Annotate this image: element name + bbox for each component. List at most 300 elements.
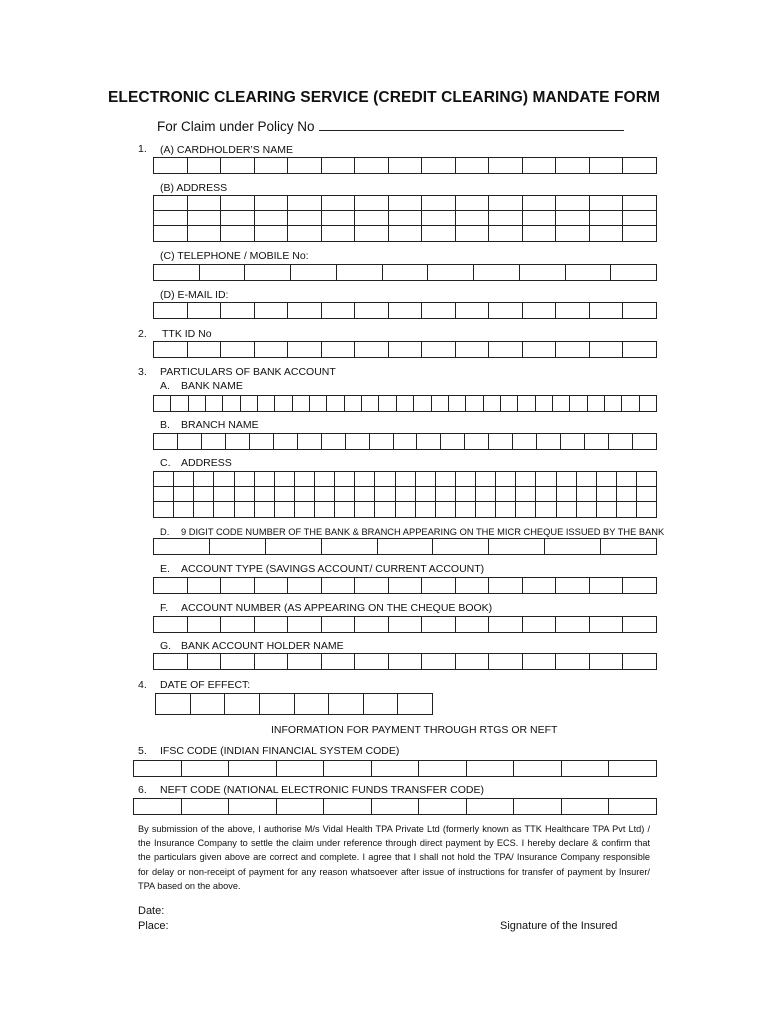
character-box[interactable]: [556, 578, 590, 593]
character-box[interactable]: [188, 158, 222, 173]
character-box[interactable]: [322, 226, 356, 241]
character-box[interactable]: [355, 487, 375, 501]
character-box[interactable]: [456, 578, 490, 593]
character-box[interactable]: [372, 799, 420, 814]
character-box[interactable]: [556, 342, 590, 357]
character-box[interactable]: [633, 434, 656, 449]
character-box[interactable]: [188, 342, 222, 357]
character-box[interactable]: [389, 578, 423, 593]
character-box[interactable]: [456, 487, 476, 501]
character-box[interactable]: [355, 472, 375, 486]
address-boxes-row-1[interactable]: [153, 195, 657, 211]
character-box[interactable]: [417, 434, 441, 449]
character-box[interactable]: [322, 578, 356, 593]
character-box[interactable]: [553, 396, 570, 411]
character-box[interactable]: [489, 196, 523, 210]
character-box[interactable]: [422, 342, 456, 357]
ttk-id-boxes[interactable]: [153, 341, 657, 358]
character-box[interactable]: [523, 196, 557, 210]
character-box[interactable]: [194, 487, 214, 501]
character-box[interactable]: [436, 487, 456, 501]
character-box[interactable]: [235, 472, 255, 486]
character-box[interactable]: [518, 396, 535, 411]
character-box[interactable]: [623, 654, 656, 669]
character-box[interactable]: [637, 487, 656, 501]
character-box[interactable]: [345, 396, 362, 411]
character-box[interactable]: [536, 487, 556, 501]
character-box[interactable]: [322, 617, 356, 632]
character-box[interactable]: [609, 434, 633, 449]
character-box[interactable]: [288, 211, 322, 225]
account-type-boxes[interactable]: [153, 577, 657, 594]
character-box[interactable]: [456, 158, 490, 173]
character-box[interactable]: [214, 472, 234, 486]
character-box[interactable]: [516, 487, 536, 501]
character-box[interactable]: [422, 158, 456, 173]
character-box[interactable]: [389, 617, 423, 632]
character-box[interactable]: [536, 472, 556, 486]
character-box[interactable]: [188, 617, 222, 632]
character-box[interactable]: [324, 799, 372, 814]
character-box[interactable]: [182, 799, 230, 814]
character-box[interactable]: [337, 265, 383, 280]
character-box[interactable]: [214, 502, 234, 517]
character-box[interactable]: [275, 502, 295, 517]
character-box[interactable]: [489, 226, 523, 241]
character-box[interactable]: [245, 265, 291, 280]
character-box[interactable]: [275, 396, 292, 411]
character-box[interactable]: [489, 578, 523, 593]
character-box[interactable]: [484, 396, 501, 411]
character-box[interactable]: [335, 472, 355, 486]
character-box[interactable]: [623, 342, 656, 357]
character-box[interactable]: [396, 472, 416, 486]
email-boxes[interactable]: [153, 302, 657, 319]
character-box[interactable]: [556, 303, 590, 318]
character-box[interactable]: [221, 654, 255, 669]
character-box[interactable]: [188, 211, 222, 225]
character-box[interactable]: [389, 158, 423, 173]
character-box[interactable]: [397, 396, 414, 411]
character-box[interactable]: [355, 196, 389, 210]
character-box[interactable]: [288, 617, 322, 632]
character-box[interactable]: [389, 196, 423, 210]
character-box[interactable]: [516, 502, 536, 517]
character-box[interactable]: [476, 502, 496, 517]
character-box[interactable]: [523, 226, 557, 241]
character-box[interactable]: [154, 342, 188, 357]
character-box[interactable]: [154, 211, 188, 225]
character-box[interactable]: [322, 539, 378, 554]
character-box[interactable]: [255, 211, 289, 225]
character-box[interactable]: [474, 265, 520, 280]
character-box[interactable]: [605, 396, 622, 411]
character-box[interactable]: [456, 502, 476, 517]
character-box[interactable]: [370, 434, 394, 449]
character-box[interactable]: [255, 654, 289, 669]
character-box[interactable]: [355, 502, 375, 517]
character-box[interactable]: [456, 617, 490, 632]
character-box[interactable]: [590, 211, 624, 225]
character-box[interactable]: [154, 303, 188, 318]
character-box[interactable]: [609, 761, 656, 776]
character-box[interactable]: [436, 472, 456, 486]
character-box[interactable]: [562, 799, 610, 814]
character-box[interactable]: [322, 158, 356, 173]
character-box[interactable]: [154, 487, 174, 501]
character-box[interactable]: [329, 694, 364, 714]
character-box[interactable]: [255, 196, 289, 210]
character-box[interactable]: [288, 158, 322, 173]
character-box[interactable]: [355, 617, 389, 632]
character-box[interactable]: [355, 578, 389, 593]
character-box[interactable]: [449, 396, 466, 411]
character-box[interactable]: [260, 694, 295, 714]
character-box[interactable]: [640, 396, 656, 411]
character-box[interactable]: [225, 694, 260, 714]
account-number-boxes[interactable]: [153, 616, 657, 633]
character-box[interactable]: [255, 617, 289, 632]
character-box[interactable]: [288, 303, 322, 318]
character-box[interactable]: [441, 434, 465, 449]
character-box[interactable]: [523, 211, 557, 225]
character-box[interactable]: [221, 342, 255, 357]
character-box[interactable]: [389, 654, 423, 669]
character-box[interactable]: [514, 799, 562, 814]
character-box[interactable]: [433, 539, 489, 554]
address-boxes-row-2[interactable]: [153, 210, 657, 226]
character-box[interactable]: [476, 487, 496, 501]
character-box[interactable]: [422, 211, 456, 225]
character-box[interactable]: [379, 396, 396, 411]
character-box[interactable]: [355, 342, 389, 357]
character-box[interactable]: [556, 226, 590, 241]
character-box[interactable]: [566, 265, 612, 280]
character-box[interactable]: [315, 487, 335, 501]
character-box[interactable]: [557, 487, 577, 501]
character-box[interactable]: [389, 303, 423, 318]
character-box[interactable]: [617, 487, 637, 501]
character-box[interactable]: [623, 196, 656, 210]
character-box[interactable]: [295, 487, 315, 501]
character-box[interactable]: [456, 211, 490, 225]
character-box[interactable]: [623, 158, 656, 173]
character-box[interactable]: [188, 578, 222, 593]
character-box[interactable]: [154, 434, 178, 449]
character-box[interactable]: [288, 578, 322, 593]
character-box[interactable]: [364, 694, 399, 714]
character-box[interactable]: [611, 265, 656, 280]
character-box[interactable]: [378, 539, 434, 554]
account-holder-boxes[interactable]: [153, 653, 657, 670]
character-box[interactable]: [293, 396, 310, 411]
character-box[interactable]: [226, 434, 250, 449]
character-box[interactable]: [322, 211, 356, 225]
character-box[interactable]: [194, 472, 214, 486]
character-box[interactable]: [335, 502, 355, 517]
character-box[interactable]: [174, 487, 194, 501]
character-box[interactable]: [241, 396, 258, 411]
telephone-boxes[interactable]: [153, 264, 657, 281]
character-box[interactable]: [396, 502, 416, 517]
character-box[interactable]: [154, 265, 200, 280]
character-box[interactable]: [221, 578, 255, 593]
character-box[interactable]: [182, 761, 230, 776]
character-box[interactable]: [416, 502, 436, 517]
character-box[interactable]: [315, 472, 335, 486]
character-box[interactable]: [513, 434, 537, 449]
character-box[interactable]: [623, 303, 656, 318]
character-box[interactable]: [489, 342, 523, 357]
character-box[interactable]: [188, 654, 222, 669]
character-box[interactable]: [134, 761, 182, 776]
character-box[interactable]: [322, 303, 356, 318]
character-box[interactable]: [322, 342, 356, 357]
character-box[interactable]: [178, 434, 202, 449]
character-box[interactable]: [394, 434, 418, 449]
character-box[interactable]: [557, 502, 577, 517]
character-box[interactable]: [556, 654, 590, 669]
character-box[interactable]: [428, 265, 474, 280]
character-box[interactable]: [456, 654, 490, 669]
character-box[interactable]: [221, 211, 255, 225]
character-box[interactable]: [210, 539, 266, 554]
character-box[interactable]: [414, 396, 431, 411]
character-box[interactable]: [489, 158, 523, 173]
character-box[interactable]: [637, 502, 656, 517]
character-box[interactable]: [277, 761, 325, 776]
character-box[interactable]: [372, 761, 420, 776]
character-box[interactable]: [275, 487, 295, 501]
character-box[interactable]: [489, 211, 523, 225]
neft-code-boxes[interactable]: [133, 798, 657, 815]
character-box[interactable]: [274, 434, 298, 449]
character-box[interactable]: [466, 396, 483, 411]
character-box[interactable]: [501, 396, 518, 411]
character-box[interactable]: [134, 799, 182, 814]
character-box[interactable]: [456, 226, 490, 241]
character-box[interactable]: [520, 265, 566, 280]
character-box[interactable]: [229, 761, 277, 776]
character-box[interactable]: [188, 226, 222, 241]
character-box[interactable]: [188, 196, 222, 210]
character-box[interactable]: [456, 342, 490, 357]
bank-address-boxes-row-3[interactable]: [153, 501, 657, 518]
character-box[interactable]: [315, 502, 335, 517]
character-box[interactable]: [194, 502, 214, 517]
character-box[interactable]: [476, 472, 496, 486]
character-box[interactable]: [489, 434, 513, 449]
cardholder-name-boxes[interactable]: [153, 157, 657, 174]
character-box[interactable]: [489, 539, 545, 554]
character-box[interactable]: [188, 303, 222, 318]
character-box[interactable]: [206, 396, 223, 411]
character-box[interactable]: [375, 502, 395, 517]
branch-name-boxes[interactable]: [153, 433, 657, 450]
character-box[interactable]: [266, 539, 322, 554]
character-box[interactable]: [597, 502, 617, 517]
character-box[interactable]: [465, 434, 489, 449]
character-box[interactable]: [496, 502, 516, 517]
character-box[interactable]: [590, 654, 624, 669]
character-box[interactable]: [154, 396, 171, 411]
character-box[interactable]: [496, 487, 516, 501]
character-box[interactable]: [617, 502, 637, 517]
character-box[interactable]: [189, 396, 206, 411]
character-box[interactable]: [561, 434, 585, 449]
character-box[interactable]: [258, 396, 275, 411]
bank-name-boxes[interactable]: [153, 395, 657, 412]
character-box[interactable]: [590, 578, 624, 593]
character-box[interactable]: [322, 434, 346, 449]
character-box[interactable]: [590, 617, 624, 632]
character-box[interactable]: [255, 502, 275, 517]
character-box[interactable]: [597, 472, 617, 486]
character-box[interactable]: [288, 654, 322, 669]
character-box[interactable]: [456, 196, 490, 210]
character-box[interactable]: [456, 303, 490, 318]
character-box[interactable]: [221, 303, 255, 318]
character-box[interactable]: [355, 211, 389, 225]
character-box[interactable]: [174, 472, 194, 486]
character-box[interactable]: [288, 196, 322, 210]
character-box[interactable]: [277, 799, 325, 814]
character-box[interactable]: [255, 303, 289, 318]
address-boxes-row-3[interactable]: [153, 225, 657, 242]
character-box[interactable]: [422, 654, 456, 669]
character-box[interactable]: [191, 694, 226, 714]
character-box[interactable]: [154, 226, 188, 241]
character-box[interactable]: [590, 303, 624, 318]
character-box[interactable]: [295, 694, 330, 714]
character-box[interactable]: [577, 502, 597, 517]
character-box[interactable]: [536, 502, 556, 517]
character-box[interactable]: [154, 502, 174, 517]
character-box[interactable]: [375, 487, 395, 501]
character-box[interactable]: [590, 342, 624, 357]
character-box[interactable]: [609, 799, 656, 814]
character-box[interactable]: [174, 502, 194, 517]
character-box[interactable]: [322, 196, 356, 210]
character-box[interactable]: [637, 472, 656, 486]
character-box[interactable]: [536, 396, 553, 411]
character-box[interactable]: [214, 487, 234, 501]
character-box[interactable]: [467, 761, 515, 776]
character-box[interactable]: [496, 472, 516, 486]
character-box[interactable]: [355, 654, 389, 669]
character-box[interactable]: [255, 226, 289, 241]
character-box[interactable]: [389, 342, 423, 357]
character-box[interactable]: [516, 472, 536, 486]
character-box[interactable]: [577, 472, 597, 486]
character-box[interactable]: [523, 617, 557, 632]
character-box[interactable]: [623, 578, 656, 593]
character-box[interactable]: [590, 226, 624, 241]
character-box[interactable]: [291, 265, 337, 280]
character-box[interactable]: [623, 226, 656, 241]
character-box[interactable]: [322, 654, 356, 669]
character-box[interactable]: [223, 396, 240, 411]
character-box[interactable]: [562, 761, 610, 776]
character-box[interactable]: [154, 578, 188, 593]
character-box[interactable]: [389, 226, 423, 241]
character-box[interactable]: [298, 434, 322, 449]
character-box[interactable]: [383, 265, 429, 280]
character-box[interactable]: [396, 487, 416, 501]
character-box[interactable]: [250, 434, 274, 449]
character-box[interactable]: [577, 487, 597, 501]
character-box[interactable]: [489, 303, 523, 318]
character-box[interactable]: [295, 472, 315, 486]
character-box[interactable]: [229, 799, 277, 814]
character-box[interactable]: [362, 396, 379, 411]
character-box[interactable]: [255, 578, 289, 593]
character-box[interactable]: [537, 434, 561, 449]
character-box[interactable]: [327, 396, 344, 411]
character-box[interactable]: [202, 434, 226, 449]
character-box[interactable]: [154, 196, 188, 210]
character-box[interactable]: [432, 396, 449, 411]
character-box[interactable]: [200, 265, 246, 280]
character-box[interactable]: [275, 472, 295, 486]
character-box[interactable]: [255, 342, 289, 357]
character-box[interactable]: [556, 196, 590, 210]
character-box[interactable]: [523, 578, 557, 593]
character-box[interactable]: [310, 396, 327, 411]
character-box[interactable]: [288, 342, 322, 357]
character-box[interactable]: [416, 487, 436, 501]
character-box[interactable]: [355, 158, 389, 173]
character-box[interactable]: [545, 539, 601, 554]
character-box[interactable]: [597, 487, 617, 501]
character-box[interactable]: [422, 196, 456, 210]
character-box[interactable]: [601, 539, 656, 554]
character-box[interactable]: [422, 303, 456, 318]
character-box[interactable]: [623, 617, 656, 632]
character-box[interactable]: [375, 472, 395, 486]
character-box[interactable]: [422, 226, 456, 241]
character-box[interactable]: [523, 158, 557, 173]
character-box[interactable]: [156, 694, 191, 714]
character-box[interactable]: [523, 303, 557, 318]
character-box[interactable]: [556, 617, 590, 632]
character-box[interactable]: [295, 502, 315, 517]
character-box[interactable]: [419, 761, 467, 776]
character-box[interactable]: [355, 226, 389, 241]
character-box[interactable]: [154, 654, 188, 669]
policy-number-field[interactable]: [319, 118, 624, 131]
character-box[interactable]: [419, 799, 467, 814]
character-box[interactable]: [235, 502, 255, 517]
bank-address-boxes-row-1[interactable]: [153, 471, 657, 487]
character-box[interactable]: [570, 396, 587, 411]
character-box[interactable]: [436, 502, 456, 517]
character-box[interactable]: [523, 654, 557, 669]
character-box[interactable]: [335, 487, 355, 501]
character-box[interactable]: [235, 487, 255, 501]
character-box[interactable]: [557, 472, 577, 486]
character-box[interactable]: [154, 617, 188, 632]
character-box[interactable]: [389, 211, 423, 225]
character-box[interactable]: [221, 226, 255, 241]
character-box[interactable]: [489, 617, 523, 632]
character-box[interactable]: [588, 396, 605, 411]
character-box[interactable]: [221, 158, 255, 173]
character-box[interactable]: [324, 761, 372, 776]
bank-address-boxes-row-2[interactable]: [153, 486, 657, 502]
character-box[interactable]: [489, 654, 523, 669]
character-box[interactable]: [622, 396, 639, 411]
